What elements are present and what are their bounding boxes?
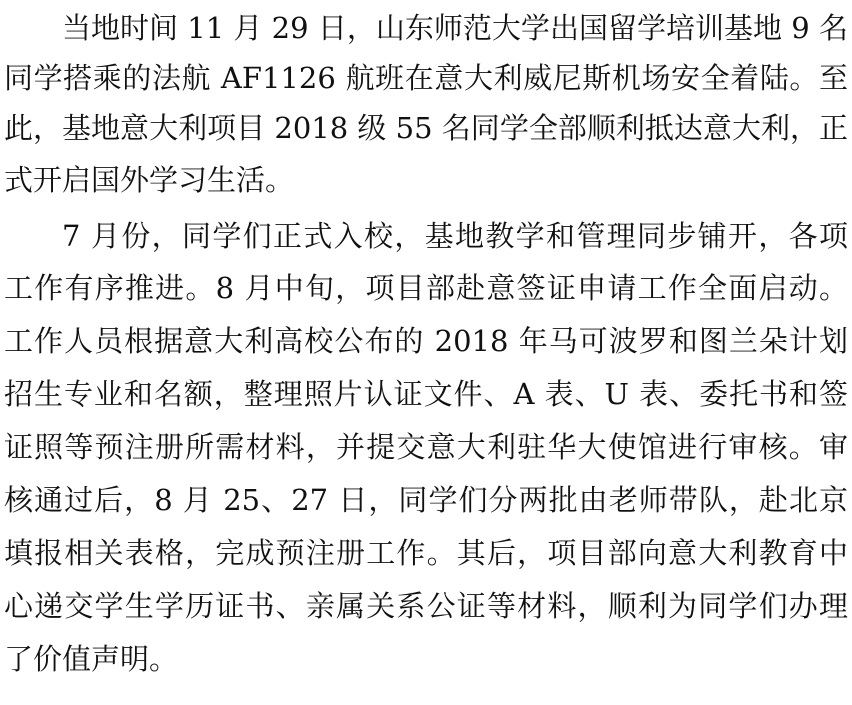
paragraph-2-line-7: 填报相关表格，完成预注册工作。其后，项目部向意大利教育中	[4, 536, 848, 570]
paragraph-1-line-4: 式开启国外学习生活。	[4, 163, 295, 197]
paragraph-2-line-9: 了价值声明。	[4, 642, 179, 676]
paragraph-2-line-4: 招生专业和名额，整理照片认证文件、A 表、U 表、委托书和签	[4, 377, 848, 411]
paragraph-2-line-1: 7 月份，同学们正式入校，基地教学和管理同步铺开，各项	[62, 219, 848, 253]
paragraph-2-line-6: 核通过后，8 月 25、27 日，同学们分两批由老师带队，赴北京	[4, 483, 848, 517]
paragraph-2-line-5: 证照等预注册所需材料，并提交意大利驻华大使馆进行审核。审	[4, 430, 848, 464]
paragraph-2-line-8: 心递交学生学历证书、亲属关系公证等材料，顺利为同学们办理	[4, 589, 848, 623]
paragraph-2-line-3: 工作人员根据意大利高校公布的 2018 年马可波罗和图兰朵计划	[4, 324, 848, 358]
paragraph-1-line-2: 同学搭乘的法航 AF1126 航班在意大利威尼斯机场安全着陆。至	[4, 61, 848, 95]
paragraph-1-line-3: 此，基地意大利项目 2018 级 55 名同学全部顺利抵达意大利，正	[4, 111, 848, 145]
paragraph-1-line-1: 当地时间 11 月 29 日，山东师范大学出国留学培训基地 9 名	[62, 11, 848, 45]
paragraph-2-line-2: 工作有序推进。8 月中旬，项目部赴意签证申请工作全面启动。	[4, 271, 848, 305]
